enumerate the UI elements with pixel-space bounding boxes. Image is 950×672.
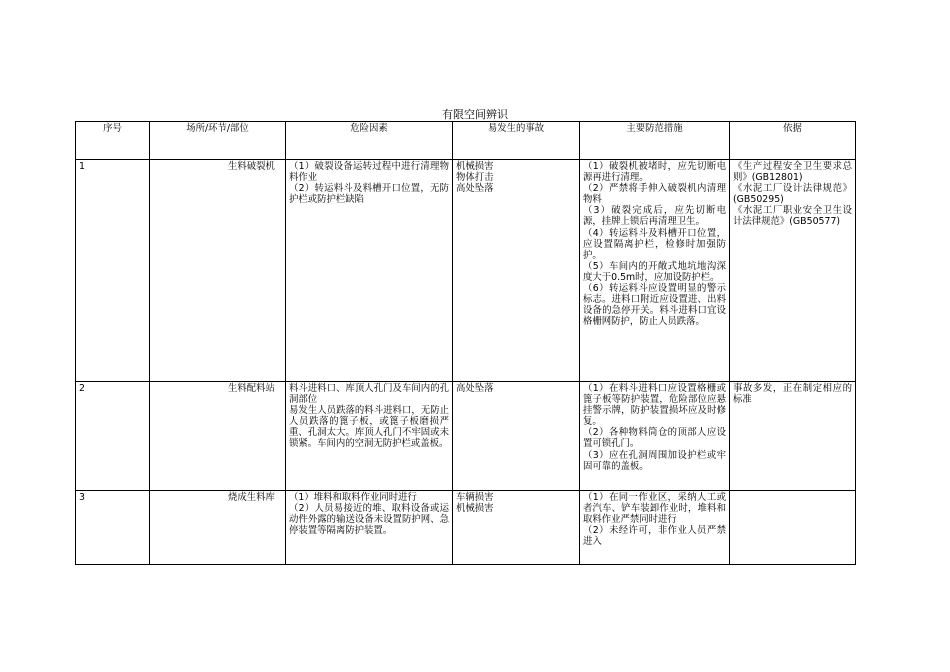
measure-line: （3）应在孔洞周围加设护栏或牢固可靠的盖板。 [583, 449, 726, 472]
accident-line: 车辆损害 [456, 492, 494, 503]
header-accidents: 易发生的事故 [453, 122, 580, 160]
cell-hazards [286, 382, 453, 491]
measure-line: （5）车间内的开敞式地坑地沟深度大于0.5m时，应加设防护栏。 [583, 260, 726, 283]
cell-basis [730, 382, 856, 491]
hazard-line: 料斗进料口、库顶人孔门及车间内的孔洞部位 [289, 383, 449, 406]
cell-accidents [453, 382, 580, 491]
accident-line: 机械损害 [456, 503, 494, 515]
cell-no: 3 [76, 491, 150, 565]
table-header-row [76, 122, 856, 160]
hazard-line: （1）堆料和取料作业同时进行 [289, 492, 417, 503]
hazard-line: （2）转运料斗及料槽开口位置，无防护栏或防护栏缺陷 [289, 183, 449, 206]
measure-line: （3）破裂完成后，应先切断电源，挂牌上锁后再清理卫生。 [583, 205, 726, 228]
cell-measures [580, 160, 730, 382]
cell-accidents [453, 491, 580, 565]
header-measures: 主要防范措施 [580, 122, 730, 160]
cell-measures [580, 382, 730, 491]
accident-line: 高处坠落 [456, 183, 494, 195]
cell-no: 2 [76, 382, 150, 491]
accident-line: 物体打击 [456, 172, 494, 184]
measure-line: （2）严禁将手伸入破裂机内清理物料 [583, 183, 726, 206]
cell-measures [580, 491, 730, 565]
cell-accidents [453, 160, 580, 382]
table-row [76, 491, 856, 565]
cell-place: 生料破裂机 [150, 160, 286, 382]
header-hazards: 危险因素 [286, 122, 453, 160]
cell-basis [730, 491, 856, 565]
measure-line: （2）未经许可，非作业人员严禁进入 [583, 525, 726, 548]
hazard-line: 易发生人员跌落的料斗进料口，无防止人员跌落的篦子板，或篦子板磨损严重、孔洞太大。库顶人孔门不牢固或未锁紧。车间内的空洞无防护栏或盖板。 [289, 405, 449, 450]
table-row [76, 160, 856, 382]
basis-line: 《水泥工厂职业安全卫生设计法律规范》(GB50577) [733, 205, 852, 228]
basis-line: 《水泥工厂设计法律规范》(GB50295) [733, 183, 852, 206]
table-row [76, 382, 856, 491]
accident-line: 机械损害 [456, 161, 494, 172]
basis-line: 《生产过程安全卫生要求总则》(GB12801) [733, 161, 852, 184]
cell-place: 烧成生料库 [150, 491, 286, 565]
cell-no: 1 [76, 160, 150, 382]
basis-line: 事故多发，正在制定相应的标准 [733, 383, 852, 406]
measure-line: （1）在料斗进料口应设置格栅或篦子板等防护装置，危险部位应悬挂警示牌，防护装置损坏应及时修复。 [583, 383, 726, 428]
hazard-line: （1）破裂设备运转过程中进行清理物料作业 [289, 161, 449, 184]
measure-line: （4）转运料斗及料槽开口位置，应设置隔离护栏，检修时加强防护。 [583, 227, 726, 261]
cell-place: 生料配料站 [150, 382, 286, 491]
measure-line: （6）转运料斗应设置明显的警示标志。进料口附近应设置进、出料设备的急停开关。料斗进料口宜设格栅网防护，防止人员跌落。 [583, 283, 726, 328]
header-place: 场所/环节/部位 [150, 122, 286, 160]
cell-hazards [286, 160, 453, 382]
hazard-table [75, 121, 856, 565]
accident-line: 高处坠落 [456, 383, 494, 394]
measure-line: （2）各种物料筒仓的顶部人应设置可锁孔门。 [583, 427, 726, 450]
cell-hazards [286, 491, 453, 565]
document-title: 有限空间辨识 [442, 108, 508, 121]
measure-line: （1）破裂机被堵时，应先切断电源再进行清理。 [583, 161, 726, 184]
header-no: 序号 [76, 122, 150, 160]
cell-basis [730, 160, 856, 382]
hazard-line: （2）人员易接近的堆、取料设备或运动件外露的输送设备未设置防护网、急停装置等隔离防护装置。 [289, 503, 449, 537]
measure-line: （1）在同一作业区，采纳人工或者汽车、铲车装卸作业时，堆料和取料作业严禁同时进行 [583, 492, 726, 526]
header-basis: 依据 [730, 122, 856, 160]
